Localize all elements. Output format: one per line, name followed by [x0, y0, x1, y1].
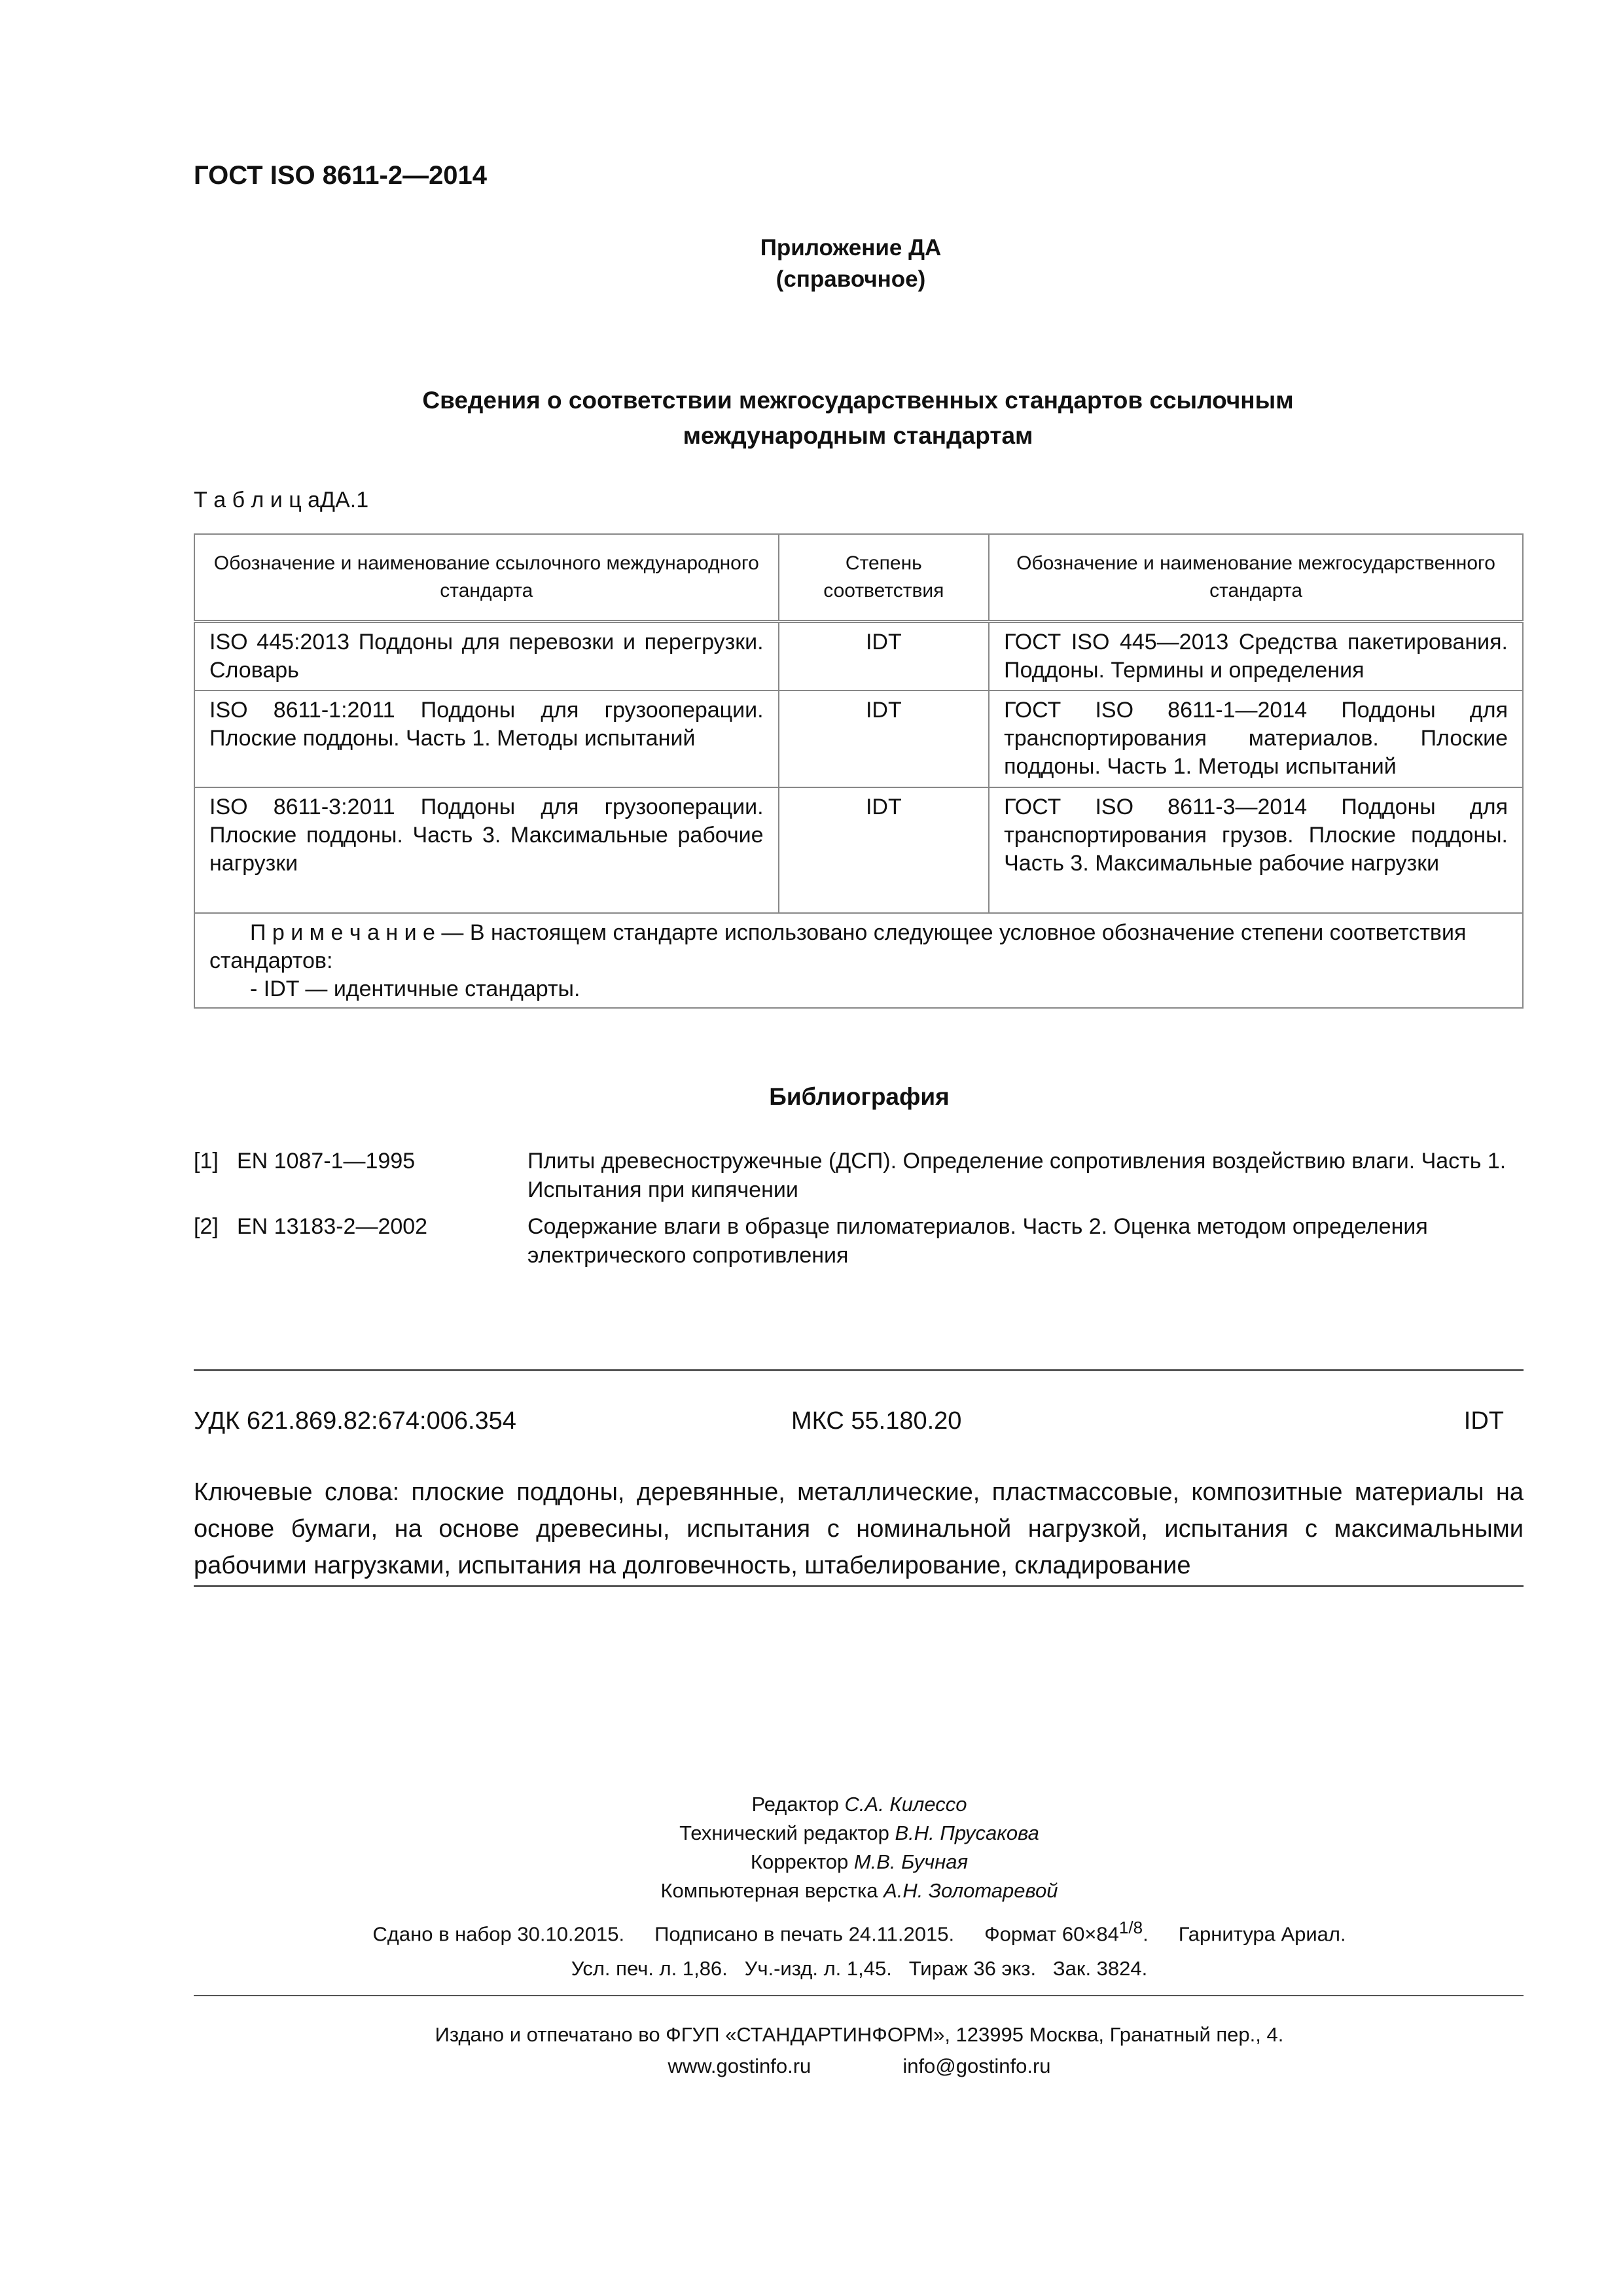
header-interstate-standard: Обозначение и наименование межгосударственного стандарта	[989, 534, 1523, 622]
divider-top	[194, 1369, 1524, 1371]
keywords-paragraph: Ключевые слова: плоские поддоны, деревянные, металлические, пластмассовые, композитные материалы на основе бумаги, на основе древесины, испытания с номинальной нагрузкой, испытания с максимальными рабочими нагрузками, испытания на долговечность, штабелирование, складирование	[194, 1479, 1524, 1579]
credit-name: М.В. Бучная	[853, 1850, 969, 1873]
pub-sheets: Уч.-изд. л. 1,45.	[744, 1957, 892, 1980]
cell-degree: IDT	[779, 787, 990, 913]
publisher-contacts	[0, 2051, 1623, 2082]
publisher-line: Издано и отпечатано во ФГУП «СТАНДАРТИНФОРМ», 123995 Москва, Гранатный пер., 4.	[435, 2023, 1284, 2046]
header-intl-standard: Обозначение и наименование ссылочного международного стандарта	[194, 534, 779, 622]
cell-intl-standard: ISO 8611-3:2011 Поддоны для грузооперации. Плоские поддоны. Часть 3. Максимальные рабочие нагрузки	[194, 787, 779, 913]
divider-bottom	[194, 1995, 1524, 1996]
bib-number: [2]	[194, 1214, 219, 1239]
typeface: Гарнитура Ариал.	[1178, 1922, 1346, 1946]
print-info-line2	[0, 1957, 1623, 1981]
cell-interstate-standard: ГОСТ ISO 445—2013 Средства пакетирования. Поддоны. Термины и определения	[989, 622, 1523, 691]
annex-heading	[0, 232, 1623, 295]
credit-name: В.Н. Прусакова	[895, 1821, 1039, 1844]
order-number: Зак. 3824.	[1052, 1957, 1148, 1980]
credits-block	[0, 1790, 1623, 1905]
table-note-row	[194, 913, 1523, 1008]
table-header-row	[194, 534, 1523, 622]
bibliography-item	[194, 1147, 1524, 1206]
print-info-line1: Сдано в набор 30.10.2015. Подписано в печать 24.11.2015. Формат $60\times 84^{1/8}$. Гарнитура Ариал.	[372, 1918, 1346, 1946]
header-degree: Степень соответствия	[779, 534, 990, 622]
conformity-code: IDT	[1463, 1407, 1504, 1435]
submitted-date: Сдано в набор 30.10.2015.	[372, 1922, 625, 1946]
note-paragraph	[209, 919, 1508, 975]
publisher-block	[0, 2019, 1623, 2082]
credit-role: Корректор	[750, 1850, 849, 1873]
note-text: — В настоящем стандарте использовано следующее условное обозначение степени соответствия стандартов:	[209, 920, 1467, 973]
credit-role: Редактор	[751, 1793, 839, 1816]
table-row	[194, 691, 1523, 787]
table-row	[194, 787, 1523, 913]
credit-line	[0, 1790, 1623, 1819]
note-label: П р и м е ч а н и е	[250, 920, 435, 945]
credit-role: Компьютерная верстка	[660, 1879, 878, 1902]
section-heading	[194, 383, 1522, 454]
print-sheets: Усл. печ. л. 1,86.	[571, 1957, 728, 1980]
table-label-number: ДА.1	[320, 488, 369, 512]
credit-name: С.А. Килессо	[844, 1793, 967, 1816]
note-item: - IDT — идентичные стандарты.	[250, 977, 580, 1001]
table-row	[194, 622, 1523, 691]
udk-code: УДК 621.869.82:674:006.354	[194, 1407, 516, 1435]
annex-title: Приложение ДА	[760, 235, 942, 260]
table-note	[194, 913, 1523, 1008]
annex-subtitle: (справочное)	[776, 266, 926, 292]
publisher-email[interactable]: info@gostinfo.ru	[902, 2054, 1051, 2077]
table-label-prefix: Т а б л и ц а	[194, 488, 321, 512]
bib-text: Содержание влаги в образце пиломатериалов. Часть 2. Оценка методом определения электрического сопротивления	[527, 1214, 1428, 1268]
circulation: Тираж 36 экз.	[908, 1957, 1037, 1980]
credit-line	[0, 1819, 1623, 1848]
cell-degree: IDT	[779, 622, 990, 691]
cell-intl-standard: ISO 8611-1:2011 Поддоны для грузооперации. Плоские поддоны. Часть 1. Методы испытаний	[194, 691, 779, 787]
cell-interstate-standard: ГОСТ ISO 8611-1—2014 Поддоны для транспортирования материалов. Плоские поддоны. Часть 1. Методы испытаний	[989, 691, 1523, 787]
publisher-website[interactable]: www.gostinfo.ru	[668, 2054, 812, 2077]
cell-interstate-standard: ГОСТ ISO 8611-3—2014 Поддоны для транспортирования грузов. Плоские поддоны. Часть 3. Максимальные рабочие нагрузки	[989, 787, 1523, 913]
credit-name: А.Н. Золотаревой	[883, 1879, 1058, 1902]
credit-line	[0, 1848, 1623, 1876]
bib-number: [1]	[194, 1149, 219, 1174]
bib-text: Плиты древесностружечные (ДСП). Определение сопротивления воздействию влаги. Часть 1. Испытания при кипячении	[527, 1149, 1507, 1202]
standards-correspondence-table	[194, 533, 1524, 1009]
credit-line	[0, 1876, 1623, 1905]
format-prefix: Формат 60×84	[984, 1922, 1119, 1946]
format-fraction: 1/8	[1118, 1918, 1143, 1937]
cell-intl-standard: ISO 445:2013 Поддоны для перевозки и перегрузки. Словарь	[194, 622, 779, 691]
table-label	[194, 488, 368, 513]
mks-code: МКС 55.180.20	[791, 1407, 962, 1435]
bibliography-item	[194, 1212, 1524, 1271]
bib-code: EN 13183-2—2002	[237, 1214, 428, 1239]
credit-role: Технический редактор	[679, 1821, 889, 1844]
section-title-line2: международным стандартам	[683, 422, 1033, 449]
cell-degree: IDT	[779, 691, 990, 787]
bibliography-title: Библиография	[769, 1083, 950, 1110]
signed-date: Подписано в печать 24.11.2015.	[654, 1922, 955, 1946]
divider-middle	[194, 1585, 1524, 1587]
section-title-line1: Сведения о соответствии межгосударственных стандартов ссылочным	[422, 387, 1294, 414]
bib-code: EN 1087-1—1995	[237, 1149, 416, 1174]
document-header-code: ГОСТ ISO 8611-2—2014	[194, 161, 488, 190]
